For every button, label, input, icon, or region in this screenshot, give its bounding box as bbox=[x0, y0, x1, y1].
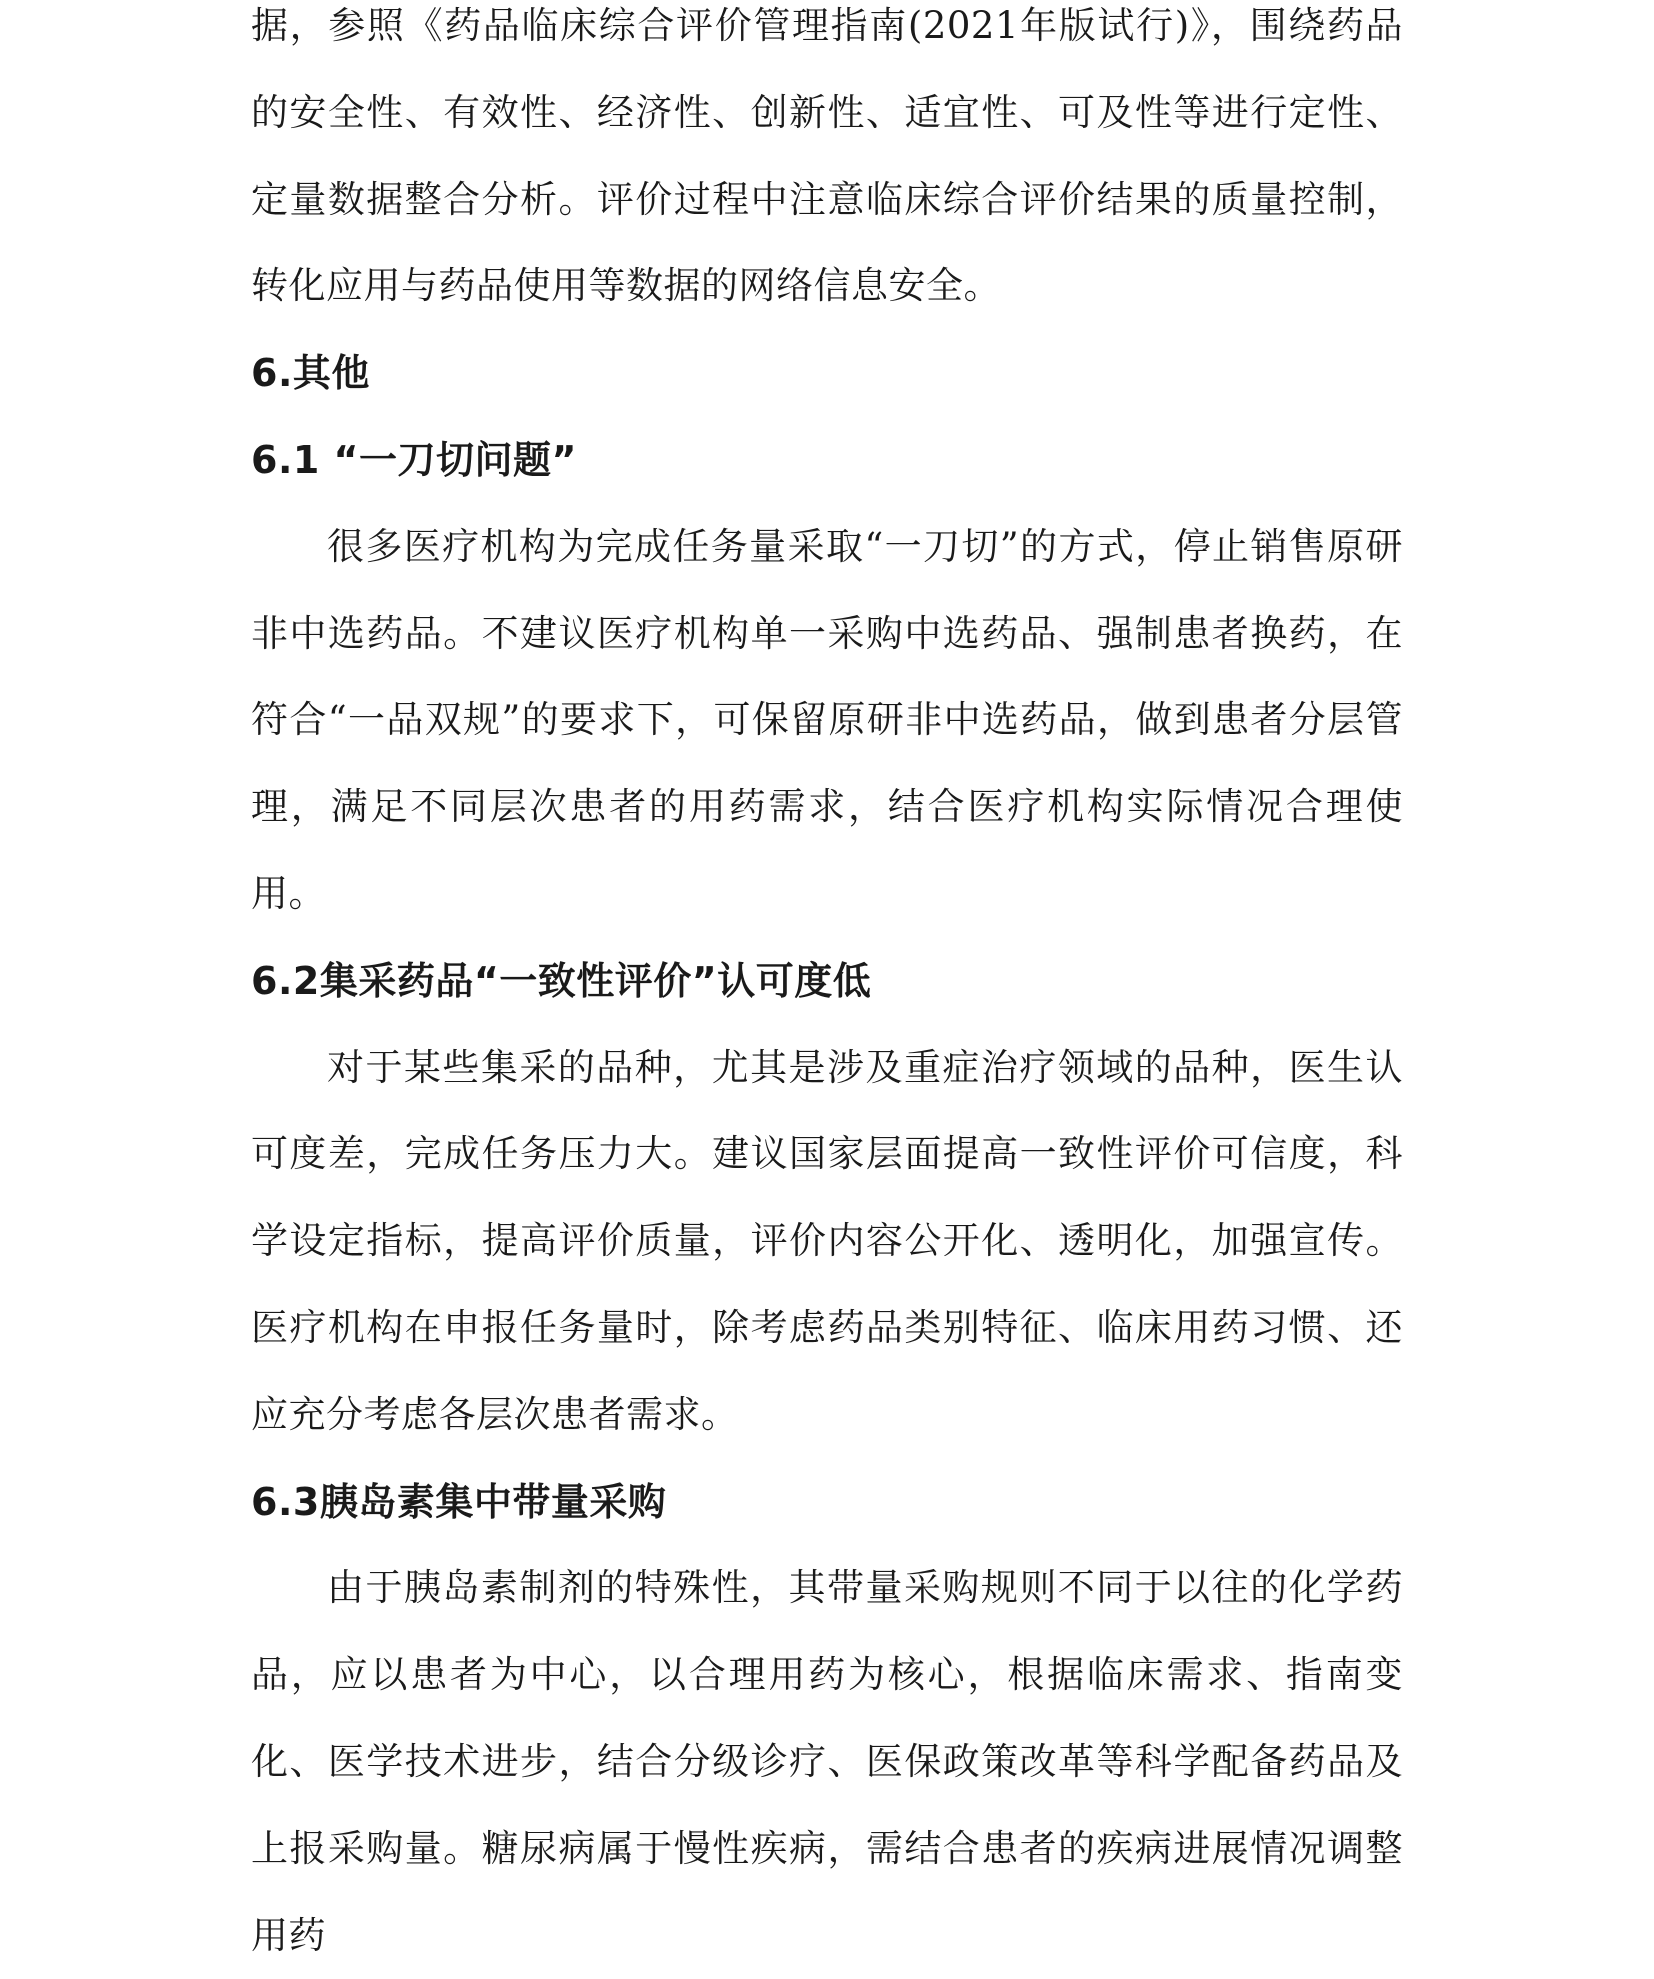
subsection-heading-6-3: 6.3胰岛素集中带量采购 bbox=[251, 1479, 667, 1524]
paragraph-6-1: 很多医疗机构为完成任务量采取“一刀切”的方式，停止销售原研非中选药品。不建议医疗机构单一采购中选药品、强制患者换药，在符合“一品双规”的要求下，可保留原研非中选药品，做到患者分层管理，满足不同层次患者的用药需求，结合医疗机构实际情况合理使用。 bbox=[251, 524, 1403, 915]
subsection-heading-6-2: 6.2集采药品“一致性评价”认可度低 bbox=[251, 958, 872, 1003]
document-page bbox=[251, 0, 1403, 1979]
subsection-heading-6-1: 6.1 “一刀切问题” bbox=[251, 437, 577, 482]
section-heading-other: 6.其他 bbox=[251, 351, 370, 396]
paragraph-continued: 据，参照《药品临床综合评价管理指南(2021年版试行)》，围绕药品的安全性、有效性、经济性、创新性、适宜性、可及性等进行定性、定量数据整合分析。评价过程中注意临床综合评价结果的质量控制，转化应用与药品使用等数据的网络信息安全。 bbox=[251, 4, 1403, 308]
paragraph-6-3: 由于胰岛素制剂的特殊性，其带量采购规则不同于以往的化学药品，应以患者为中心，以合理用药为核心，根据临床需求、指南变化、医学技术进步，结合分级诊疗、医保政策改革等科学配备药品及上报采购量。糖尿病属于慢性疾病，需结合患者的疾病进展情况调整用药 bbox=[251, 1566, 1403, 1957]
paragraph-6-2: 对于某些集采的品种，尤其是涉及重症治疗领域的品种，医生认可度差，完成任务压力大。建议国家层面提高一致性评价可信度，科学设定指标，提高评价质量，评价内容公开化、透明化，加强宣传。医疗机构在申报任务量时，除考虑药品类别特征、临床用药习惯、还应充分考虑各层次患者需求。 bbox=[251, 1045, 1403, 1436]
